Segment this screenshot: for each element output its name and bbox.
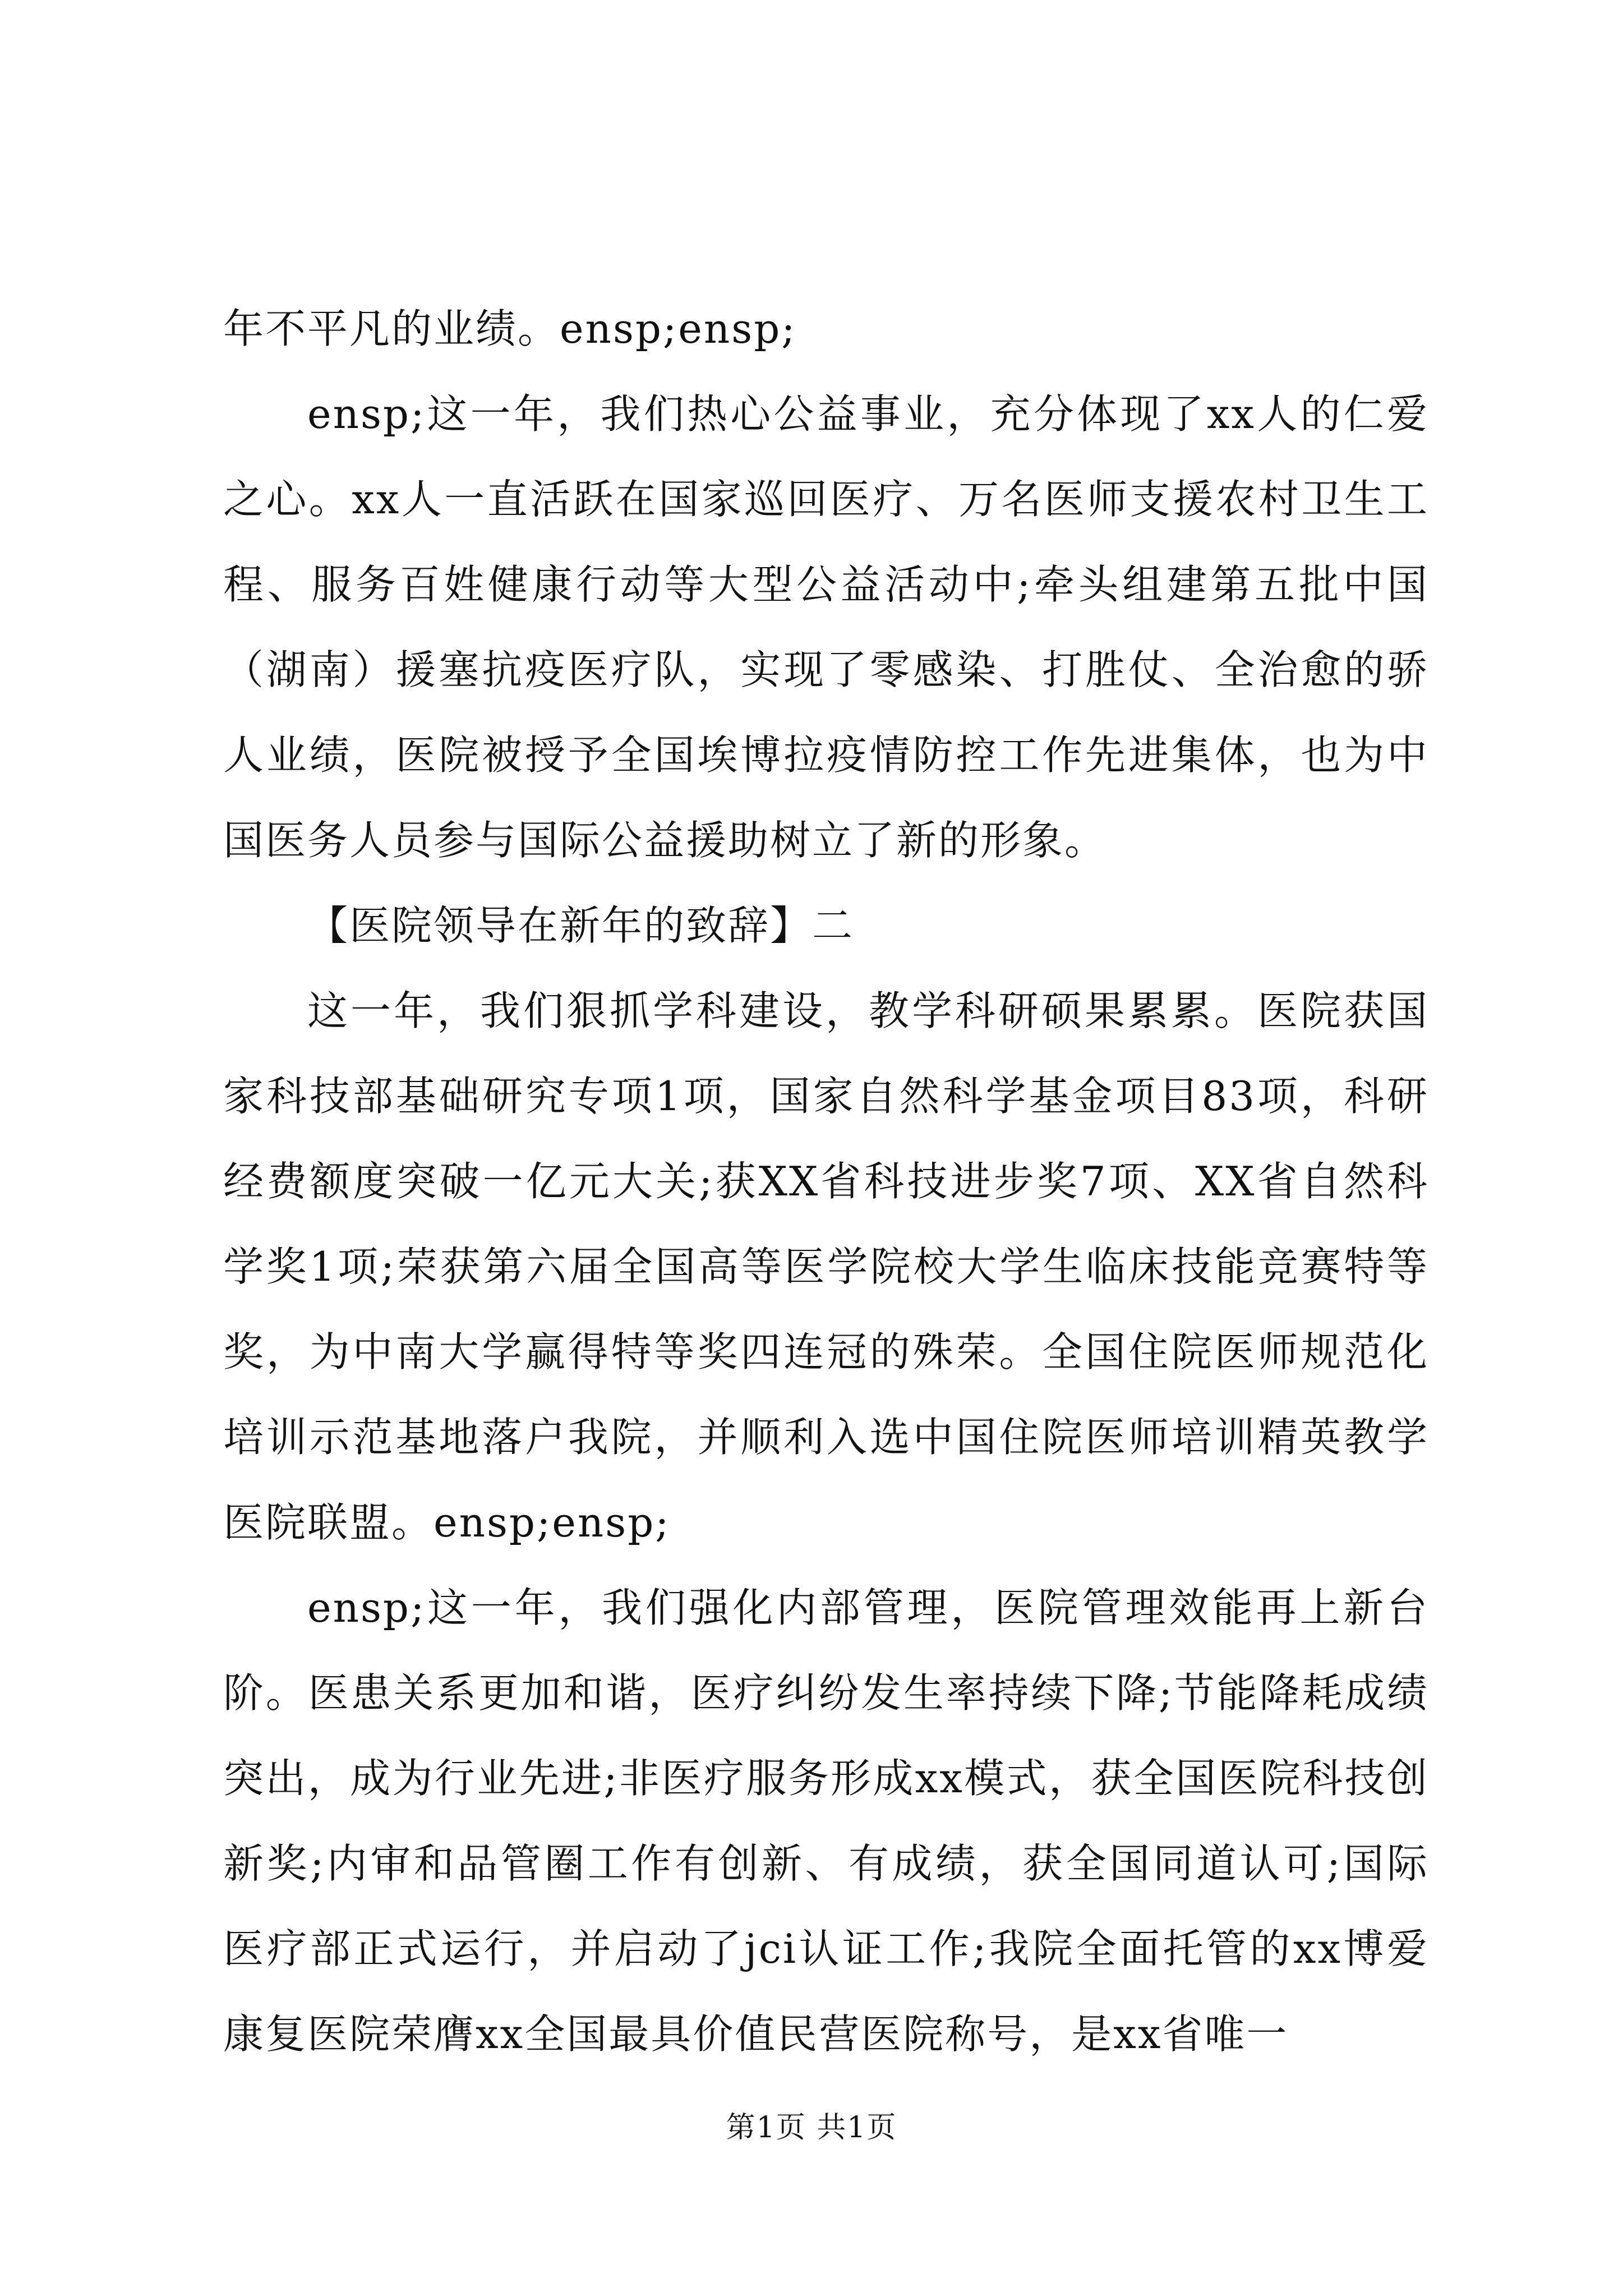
- paragraph-3: 这一年，我们狠抓学科建设，教学科研硕果累累。医院获国家科技部基础研究专项1项，国家自然科学基金项目83项，科研经费额度突破一亿元大关;获XX省科技进步奖7项、XX省自然科学奖1项;荣获第六届全国高等医学院校大学生临床技能竞赛特等奖，为中南大学赢得特等奖四连冠的殊荣。全国住院医师规范化培训示范基地落户我院，并顺利入选中国住院医师培训精英教学医院联盟。ensp;ensp;: [223, 987, 1429, 1546]
- page-footer: 第1页 共1页: [726, 2111, 897, 2145]
- paragraph-2: ensp;这一年，我们热心公益事业，充分体现了xx人的仁爱之心。xx人一直活跃在国家巡回医疗、万名医师支援农村卫生工程、服务百姓健康行动等大型公益活动中;牵头组建第五批中国（湖南）援塞抗疫医疗队，实现了零感染、打胜仗、全治愈的骄人业绩，医院被授予全国埃博拉疫情防控工作先进集体，也为中国医务人员参与国际公益援助树立了新的形象。: [223, 390, 1429, 864]
- body-text: [223, 286, 1429, 2077]
- section-heading: 【医院领导在新年的致辞】二: [307, 902, 855, 949]
- paragraph-4: ensp;这一年，我们强化内部管理，医院管理效能再上新台阶。医患关系更加和谐，医疗纠纷发生率持续下降;节能降耗成绩突出，成为行业先进;非医疗服务形成xx模式，获全国医院科技创新奖;内审和品管圈工作有创新、有成绩，获全国同道认可;国际医疗部正式运行，并启动了jci认证工作;我院全面托管的xx博爱康复医院荣膺xx全国最具价值民营医院称号，是xx省唯一: [223, 1584, 1429, 2058]
- paragraph-1: 年不平凡的业绩。ensp;ensp;: [223, 305, 797, 352]
